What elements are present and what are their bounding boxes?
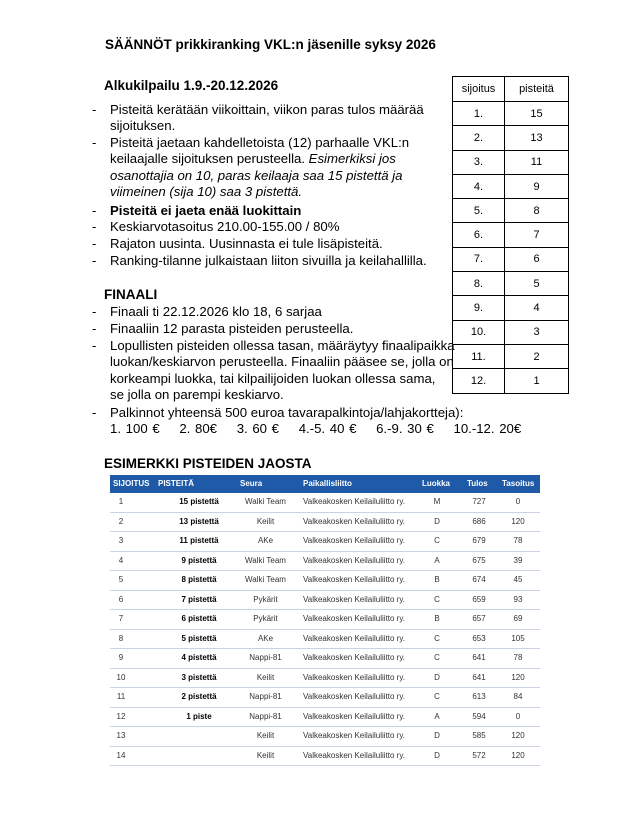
class-cell: C: [434, 653, 440, 662]
points-cell: 8 pistettä: [181, 575, 217, 584]
table-row: [110, 552, 540, 572]
list-item: Finaaliin 12 parasta pisteiden perusteella.: [110, 321, 354, 336]
points-cell: 11: [505, 150, 569, 174]
points-cell: 9: [505, 174, 569, 198]
handicap-cell: 45: [513, 575, 523, 584]
class-cell: D: [434, 731, 440, 740]
list-item: Keskiarvotasoitus 210.00-155.00 / 80%: [110, 219, 340, 234]
table-row: [110, 669, 540, 689]
class-cell: D: [434, 672, 440, 682]
club-cell: AKe: [257, 536, 274, 545]
association-cell: Valkeakosken Keilailuliitto ry.: [303, 497, 405, 506]
table-row: [110, 532, 540, 552]
class-cell: D: [434, 516, 440, 526]
club-cell: Walki Team: [245, 575, 286, 584]
prize-2: 2. 80€: [179, 421, 218, 436]
score-cell: 585: [472, 731, 486, 740]
rank-cell: 3.: [453, 150, 505, 174]
rank-cell: 4.: [453, 174, 505, 198]
handicap-cell: 0: [515, 497, 521, 506]
points-cell: 3 pistettä: [181, 672, 217, 682]
club-cell: Keilit: [256, 672, 275, 682]
handicap-cell: 93: [513, 594, 523, 604]
rank-cell: 2: [118, 516, 124, 526]
points-table-row: [453, 344, 569, 368]
handicap-cell: 0: [515, 711, 521, 721]
list-item: Pisteitä kerätään viikoittain, viikon paras tulos määrää sijoituksen.: [110, 102, 424, 134]
points-table-row: [453, 126, 569, 150]
points-cell: 2: [505, 344, 569, 368]
handicap-cell: 105: [511, 633, 525, 643]
points-cell: 7: [505, 223, 569, 247]
points-cell: 4: [505, 296, 569, 320]
list-item: Ranking-tilanne julkaistaan liiton sivuilla ja keilahallilla.: [110, 253, 427, 268]
rank-cell: 12.: [453, 369, 505, 393]
points-cell: 9 pistettä: [181, 555, 217, 565]
points-table-row: [453, 296, 569, 320]
list-item: Finaali ti 22.12.2026 klo 18, 6 sarjaa: [110, 304, 322, 319]
rank-cell: 10.: [453, 320, 505, 344]
rank-cell: 1.: [453, 102, 505, 126]
club-cell: Walki Team: [245, 497, 286, 506]
class-cell: M: [433, 497, 441, 506]
rank-cell: 6: [118, 594, 124, 604]
association-cell: Valkeakosken Keilailuliitto ry.: [303, 672, 405, 682]
association-cell: Valkeakosken Keilailuliitto ry.: [303, 536, 405, 545]
class-cell: B: [434, 614, 440, 623]
rank-cell: 12: [116, 711, 126, 721]
rank-cell: 11: [116, 692, 126, 701]
points-cell: 2 pistettä: [181, 692, 217, 701]
points-table-row: [453, 150, 569, 174]
rank-cell: 5: [118, 575, 124, 584]
points-table-row: [453, 199, 569, 223]
example-table-header: SIJOITUS PISTEITÄ Seura Paikallisliitto Luokka Tulos Tasoitus: [110, 475, 540, 493]
association-cell: Valkeakosken Keilailuliitto ry.: [303, 711, 405, 721]
points-table-row: [453, 223, 569, 247]
points-cell: 13: [505, 126, 569, 150]
prize-5: 6.-9. 30 €: [376, 421, 434, 436]
table-row: [110, 727, 540, 747]
club-cell: AKe: [257, 633, 274, 643]
club-cell: Nappi-81: [249, 653, 282, 662]
points-cell: 4 pistettä: [181, 653, 217, 662]
association-cell: Valkeakosken Keilailuliitto ry.: [303, 653, 405, 662]
club-cell: Walki Team: [245, 555, 286, 565]
association-cell: Valkeakosken Keilailuliitto ry.: [303, 750, 405, 760]
score-cell: 675: [472, 555, 486, 565]
rank-cell: 8.: [453, 272, 505, 296]
handicap-cell: 69: [513, 614, 523, 623]
points-table-row: [453, 320, 569, 344]
association-cell: Valkeakosken Keilailuliitto ry.: [303, 614, 405, 623]
class-cell: C: [434, 594, 440, 604]
club-cell: Keilit: [256, 750, 275, 760]
handicap-cell: 120: [511, 672, 525, 682]
points-cell: 6: [505, 247, 569, 271]
club-cell: Keilit: [256, 731, 275, 740]
prize-4: 4.-5. 40 €: [298, 421, 357, 436]
points-table-row: [453, 369, 569, 393]
points-table-row: [453, 102, 569, 126]
handicap-cell: 120: [511, 516, 525, 526]
points-table-header: sijoitus: [453, 77, 505, 102]
rank-cell: 3: [118, 536, 124, 545]
example-table: [110, 475, 540, 766]
points-cell: 7 pistettä: [181, 594, 217, 604]
rank-cell: 14: [116, 750, 126, 760]
list-item: Rajaton uusinta. Uusinnasta ei tule lisäpisteitä.: [110, 236, 383, 251]
class-cell: A: [434, 555, 440, 565]
score-cell: 727: [472, 497, 486, 506]
prize-list: [110, 421, 536, 436]
class-cell: D: [434, 750, 440, 760]
table-row: [110, 513, 540, 533]
prize-1: 1. 100 €: [110, 421, 160, 436]
handicap-cell: 120: [511, 731, 525, 740]
rank-cell: 8: [118, 633, 124, 643]
points-cell: 6 pistettä: [181, 614, 217, 623]
table-row: [110, 708, 540, 728]
club-cell: Nappi-81: [249, 711, 282, 721]
points-cell: 5: [505, 272, 569, 296]
score-cell: 641: [472, 672, 486, 682]
score-cell: 686: [472, 516, 486, 526]
points-cell: 11 pistettä: [179, 536, 219, 545]
rank-cell: 2.: [453, 126, 505, 150]
score-cell: 659: [472, 594, 486, 604]
club-cell: Pykärit: [253, 594, 278, 604]
handicap-cell: 120: [511, 750, 525, 760]
points-table-row: [453, 272, 569, 296]
points-cell: 13 pistettä: [179, 516, 219, 526]
points-cell: 1 piste: [186, 711, 212, 721]
handicap-cell: 78: [513, 536, 523, 545]
points-cell: 8: [505, 199, 569, 223]
score-cell: 641: [472, 653, 486, 662]
rank-cell: 7: [118, 614, 124, 623]
club-cell: Keilit: [256, 516, 275, 526]
list-item: Palkinnot yhteensä 500 euroa tavarapalkintoja/lahjakortteja):: [110, 405, 464, 420]
association-cell: Valkeakosken Keilailuliitto ry.: [303, 692, 405, 701]
class-cell: B: [434, 575, 440, 584]
handicap-cell: 84: [513, 692, 523, 701]
table-row: [110, 630, 540, 650]
club-cell: Nappi-81: [249, 692, 282, 701]
score-cell: 572: [472, 750, 486, 760]
class-cell: C: [434, 692, 440, 701]
example-title: ESIMERKKI PISTEIDEN JAOSTA: [104, 456, 312, 471]
score-cell: 679: [472, 536, 486, 545]
table-row: [110, 493, 540, 513]
rank-cell: 7.: [453, 247, 505, 271]
finaali-heading: FINAALI: [104, 287, 158, 302]
prize-6: 10.-12. 20€: [453, 421, 522, 436]
rank-cell: 4: [118, 555, 124, 565]
association-cell: Valkeakosken Keilailuliitto ry.: [303, 731, 405, 740]
points-table-row: [453, 174, 569, 198]
points-table-header: pisteitä: [505, 77, 569, 102]
score-cell: 613: [472, 692, 486, 701]
score-cell: 657: [472, 614, 486, 623]
rank-cell: 9: [118, 653, 124, 662]
rank-cell: 1: [118, 497, 124, 506]
rank-cell: 6.: [453, 223, 505, 247]
rank-cell: 5.: [453, 199, 505, 223]
handicap-cell: 78: [513, 653, 523, 662]
points-table-row: [453, 247, 569, 271]
prize-3: 3. 60 €: [236, 421, 280, 436]
table-row: [110, 688, 540, 708]
document-title: SÄÄNNÖT prikkiranking VKL:n jäsenille syksy 2026: [105, 37, 436, 52]
alkukilpailu-heading: Alkukilpailu 1.9.-20.12.2026: [104, 78, 279, 93]
class-cell: A: [434, 711, 440, 721]
class-cell: C: [434, 536, 440, 545]
points-cell: 3: [505, 320, 569, 344]
rank-cell: 9.: [453, 296, 505, 320]
rank-cell: 11.: [453, 344, 505, 368]
rank-cell: 10: [116, 672, 126, 682]
table-row: [110, 610, 540, 630]
score-cell: 594: [472, 711, 486, 721]
table-row: [110, 571, 540, 591]
points-cell: 15 pistettä: [179, 497, 219, 506]
table-row: [110, 591, 540, 611]
score-cell: 653: [472, 633, 486, 643]
score-cell: 674: [472, 575, 486, 584]
table-row: [110, 649, 540, 669]
rank-cell: 13: [116, 731, 126, 740]
points-cell: 5 pistettä: [181, 633, 217, 643]
class-cell: C: [434, 633, 440, 643]
table-row: [110, 747, 540, 767]
list-item: Lopullisten pisteiden ollessa tasan, määräytyy finaalipaikka luokan/keskiarvon perusteella. Finaaliin pääsee se, jolla on korkeampi luokka, tai kilpailijoiden luokan ollessa sama, se jolla on parempi keskiarvo.: [110, 338, 455, 402]
points-cell: 15: [505, 102, 569, 126]
club-cell: Pykärit: [253, 614, 278, 623]
list-item: Pisteitä jaetaan kahdelletoista (12) parhaalle VKL:n keilaajalle sijoituksen perusteella. Esimerkiksi jos osanottajia on 10, paras keilaaja saa 15 pistettä ja viimeinen (sija 10) saa 3 pistettä.: [110, 135, 410, 199]
association-cell: Valkeakosken Keilailuliitto ry.: [303, 516, 405, 526]
association-cell: Valkeakosken Keilailuliitto ry.: [303, 555, 405, 565]
handicap-cell: 39: [513, 555, 523, 565]
list-item: Pisteitä ei jaeta enää luokittain: [110, 203, 302, 218]
association-cell: Valkeakosken Keilailuliitto ry.: [303, 594, 405, 604]
association-cell: Valkeakosken Keilailuliitto ry.: [303, 575, 405, 584]
points-table: [452, 76, 569, 394]
association-cell: Valkeakosken Keilailuliitto ry.: [303, 633, 405, 643]
points-cell: 1: [505, 369, 569, 393]
